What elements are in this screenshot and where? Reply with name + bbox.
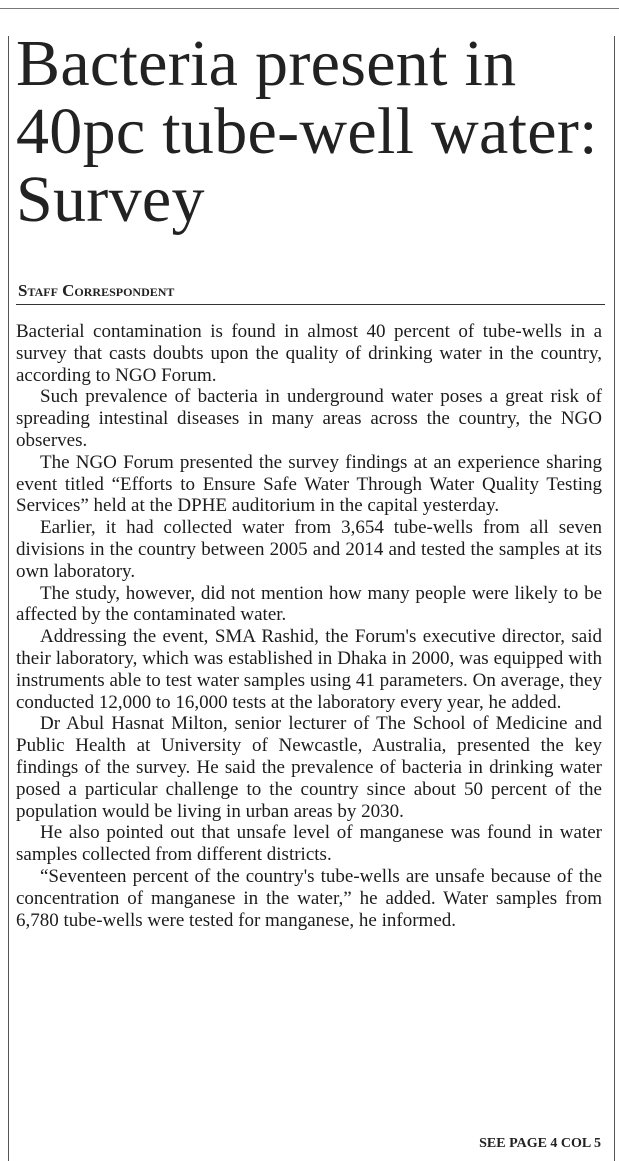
byline-divider	[16, 304, 605, 305]
paragraph: Such prevalence of bacteria in underground water poses a great risk of spreading intestinal diseases in many areas across the country, the NGO observes.	[16, 386, 602, 451]
byline: Staff Correspondent	[18, 281, 175, 300]
right-column-rule	[614, 36, 615, 1161]
paragraph: Bacterial contamination is found in almost 40 percent of tube-wells in a survey that casts doubts upon the quality of drinking water in the country, according to NGO Forum.	[16, 321, 602, 386]
article-body	[16, 321, 602, 931]
paragraph: He also pointed out that unsafe level of manganese was found in water samples collected from different districts.	[16, 822, 602, 866]
paragraph: The NGO Forum presented the survey findings at an experience sharing event titled “Efforts to Ensure Safe Water Through Water Quality Testing Services” held at the DPHE auditorium in the capital yesterday.	[16, 451, 602, 517]
paragraph: Earlier, it had collected water from 3,654 tube-wells from all seven divisions in the country between 2005 and 2014 and tested the samples at its own laboratory.	[16, 517, 602, 582]
left-column-rule	[8, 36, 9, 1161]
continuation-note: SEE PAGE 4 COL 5	[479, 1136, 601, 1151]
paragraph: Dr Abul Hasnat Milton, senior lecturer of The School of Medicine and Public Health at University of Newcastle, Australia, presented the key findings of the survey. He said the prevalence of bacteria in drinking water posed a particular challenge to the country since about 50 percent of the population would be living in urban areas by 2030.	[16, 713, 602, 822]
headline: Bacteria present in 40pc tube-well water: Survey	[16, 27, 598, 236]
paragraph: “Seventeen percent of the country's tube-wells are unsafe because of the concentration of manganese in the water,” he added. Water samples from 6,780 tube-wells were tested for manganese, he informed.	[16, 865, 602, 931]
paragraph: Addressing the event, SMA Rashid, the Forum's executive director, said their laboratory, which was established in Dhaka in 2000, was equipped with instruments able to test water samples using 41 parameters. On average, they conducted 12,000 to 16,000 tests at the laboratory every year, he added.	[16, 626, 602, 713]
top-border-rule	[0, 8, 619, 9]
paragraph: The study, however, did not mention how many people were likely to be affected by the contaminated water.	[16, 582, 602, 626]
